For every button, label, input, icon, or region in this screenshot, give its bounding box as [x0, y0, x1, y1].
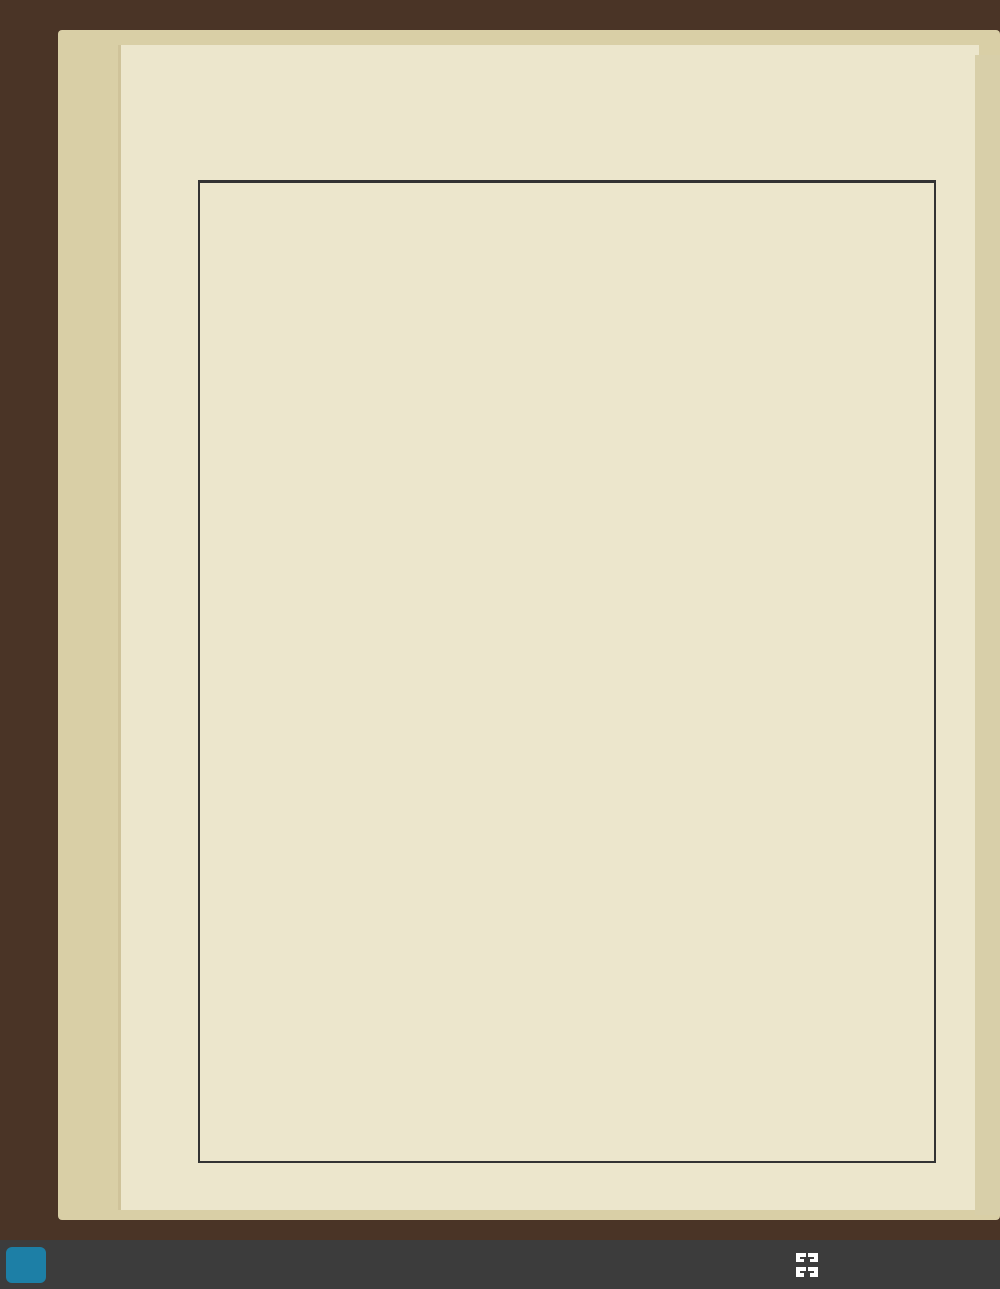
table-frame: [198, 180, 936, 1163]
baden-wuerttemberg-lions-icon: [792, 1247, 822, 1283]
right-page-edge: [975, 55, 1000, 1215]
footer-bar: [0, 1240, 1000, 1289]
blb-logo[interactable]: [6, 1247, 46, 1283]
